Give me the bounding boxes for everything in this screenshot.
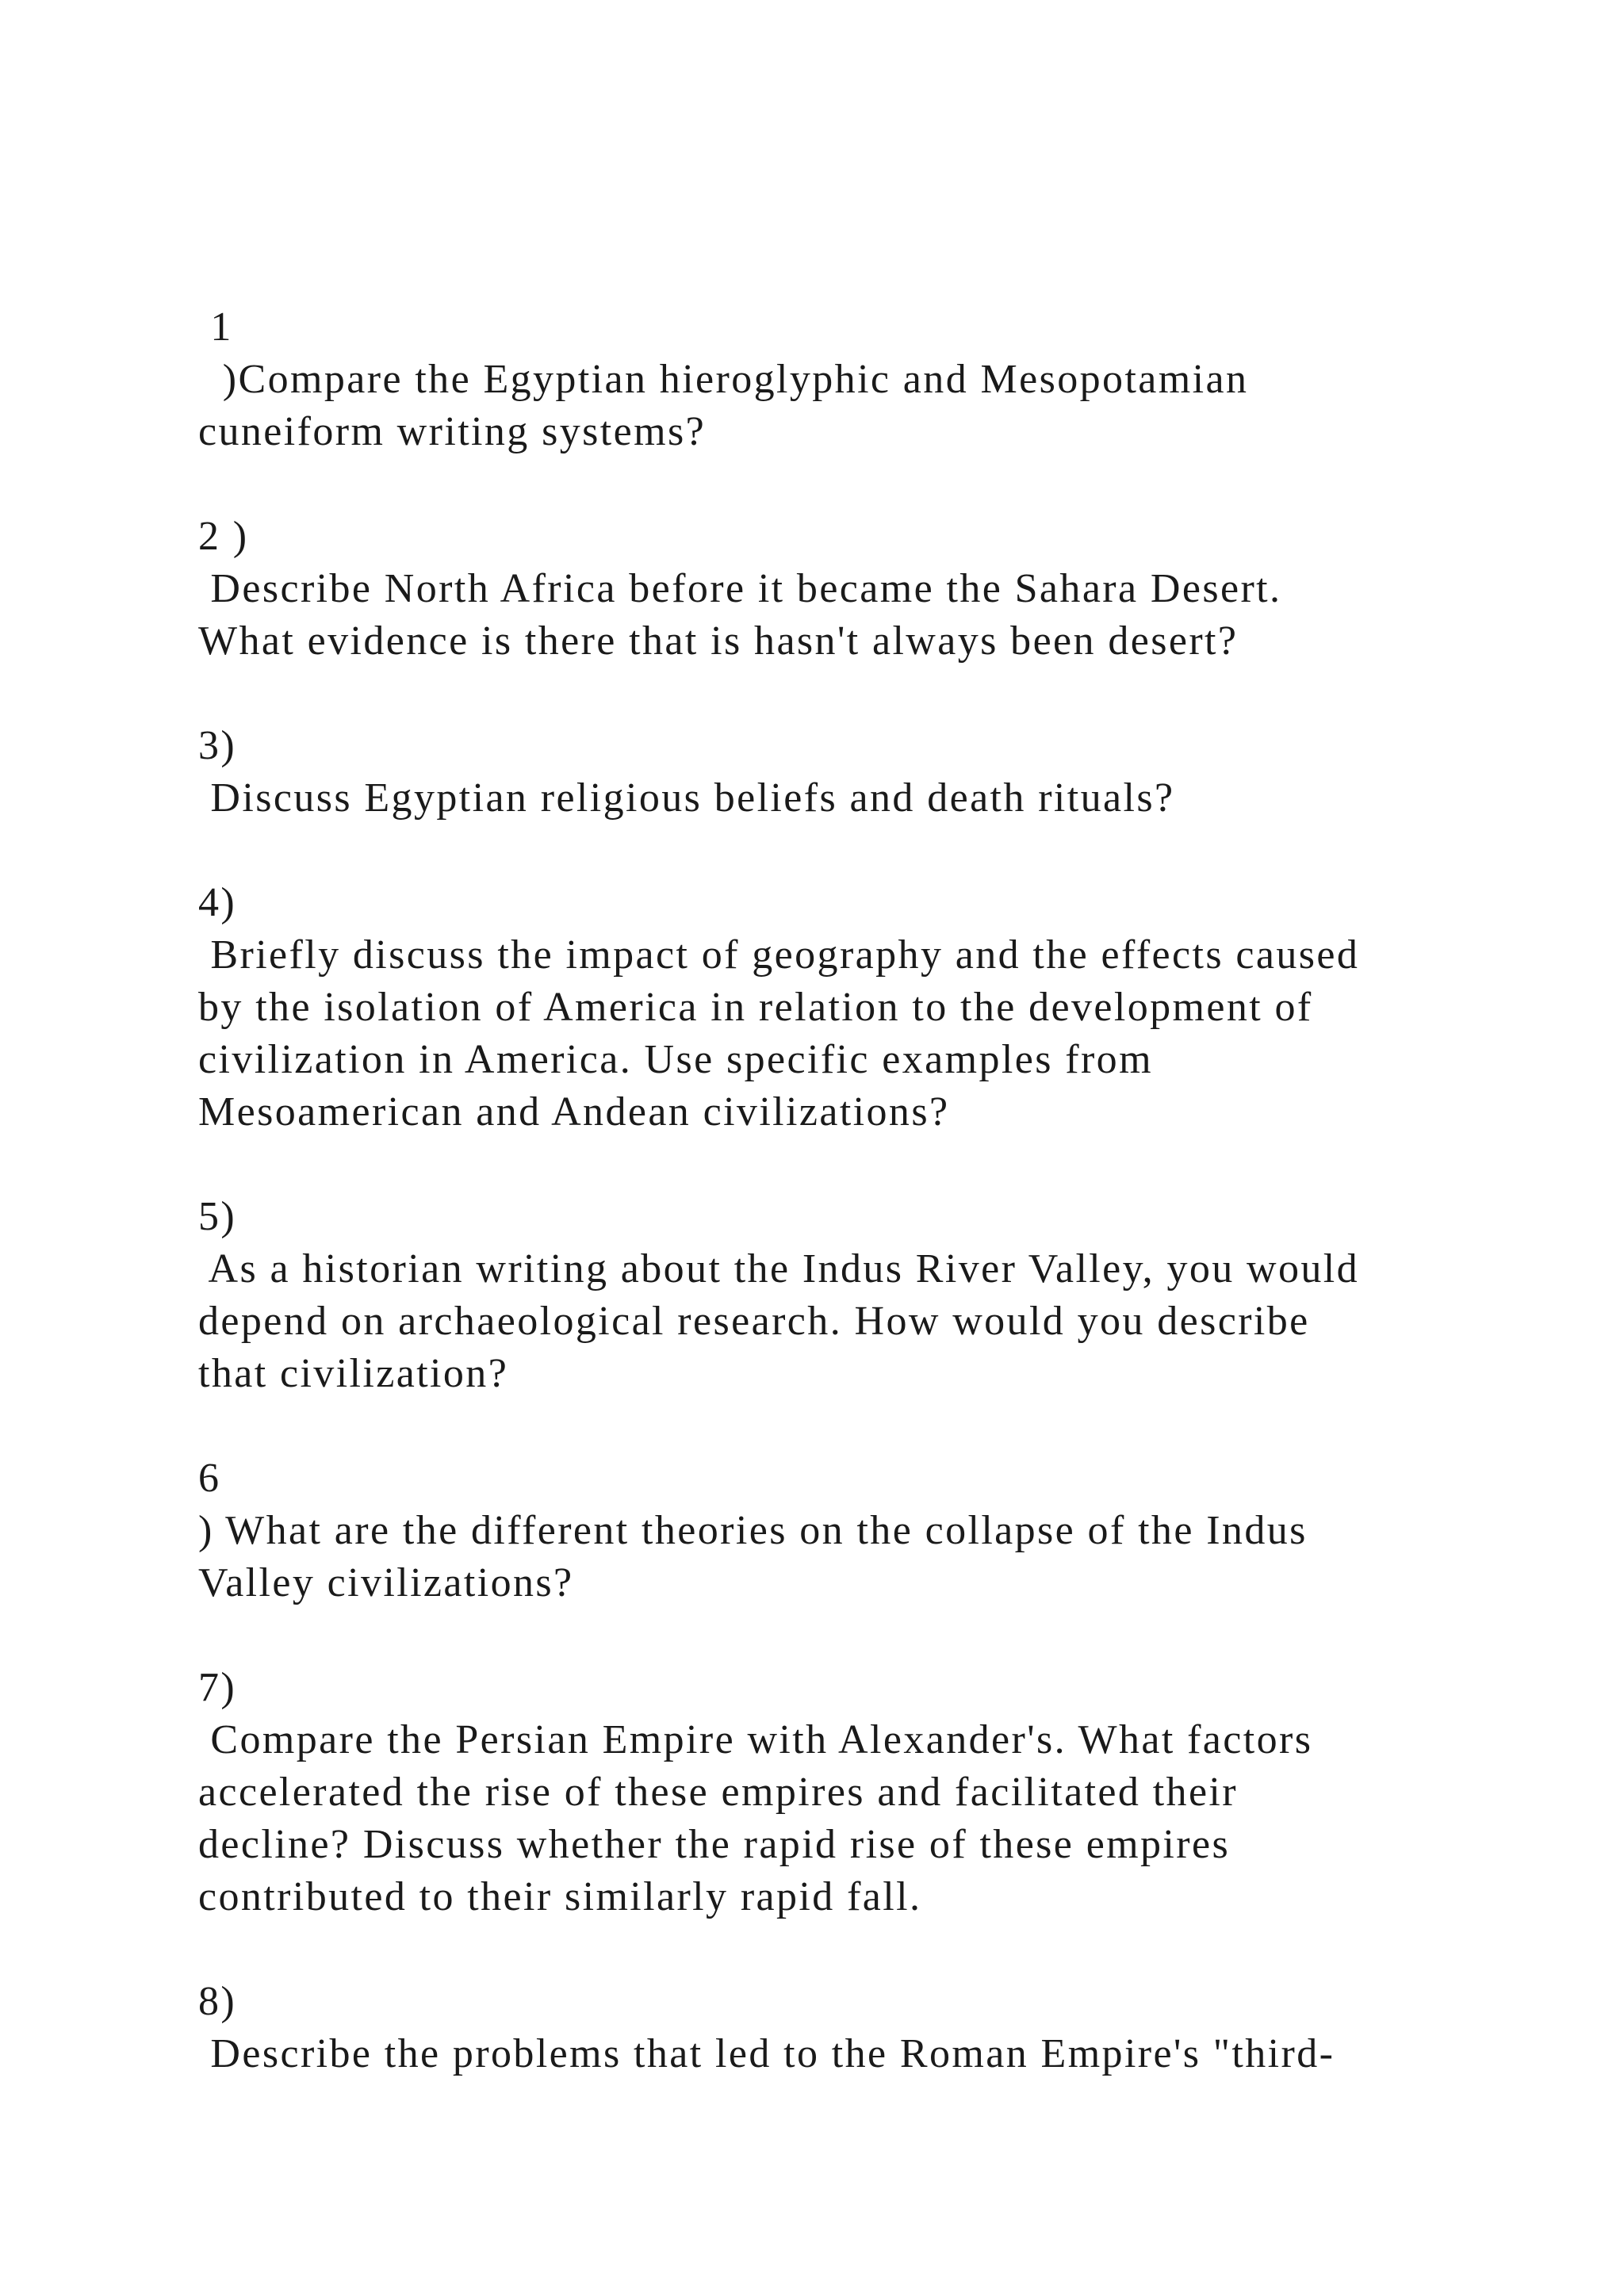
question-text-line: decline? Discuss whether the rapid rise of these empires (198, 1822, 1231, 1867)
question-text-line: accelerated the rise of these empires and facilitated their (198, 1770, 1238, 1815)
question-text-line: Describe North Africa before it became the Sahara Desert. (198, 566, 1282, 611)
blank-line (198, 458, 1507, 511)
blank-line (198, 825, 1507, 877)
question-8 (198, 1976, 1507, 2080)
question-text-line: cuneiform writing systems? (198, 409, 707, 454)
question-3 (198, 720, 1507, 825)
blank-line (198, 1923, 1507, 1976)
question-number: 6 (198, 1456, 221, 1501)
question-list (198, 301, 1507, 2080)
question-text-line: contributed to their similarly rapid fall. (198, 1874, 922, 1919)
question-number: 5) (198, 1194, 237, 1239)
question-text-line: civilization in America. Use specific examples from (198, 1037, 1153, 1082)
question-text-line: As a historian writing about the Indus River Valley, you would (198, 1246, 1360, 1292)
question-5 (198, 1191, 1507, 1400)
question-text-line: Discuss Egyptian religious beliefs and death rituals? (198, 775, 1175, 821)
question-number: 1 (198, 304, 233, 350)
question-text-line: Valley civilizations? (198, 1560, 574, 1605)
blank-line (198, 668, 1507, 720)
question-6 (198, 1452, 1507, 1609)
question-number: 2 ) (198, 514, 249, 559)
question-text-line: ) What are the different theories on the collapse of the Indus (198, 1508, 1308, 1553)
question-number: 8) (198, 1979, 237, 2024)
blank-line (198, 1400, 1507, 1452)
question-2 (198, 511, 1507, 668)
question-number: 7) (198, 1665, 237, 1710)
blank-line (198, 1138, 1507, 1191)
question-1 (198, 301, 1507, 458)
question-text-line: Briefly discuss the impact of geography and the effects caused (198, 932, 1360, 978)
question-text-line: depend on archaeological research. How would you describe (198, 1299, 1310, 1344)
blank-line (198, 1609, 1507, 1662)
question-text-line: that civilization? (198, 1351, 509, 1396)
question-text-line: by the isolation of America in relation to the development of (198, 985, 1313, 1030)
question-7 (198, 1662, 1507, 1923)
question-text-line: Compare the Persian Empire with Alexander's. What factors (198, 1717, 1313, 1762)
question-text-line: Mesoamerican and Andean civilizations? (198, 1089, 950, 1135)
question-text-line: Describe the problems that led to the Roman Empire's "third- (198, 2031, 1335, 2076)
question-text-line: )Compare the Egyptian hieroglyphic and Mesopotamian (198, 357, 1249, 402)
question-number: 4) (198, 880, 237, 925)
question-text-line: What evidence is there that is hasn't always been desert? (198, 618, 1239, 664)
question-number: 3) (198, 723, 237, 768)
question-4 (198, 877, 1507, 1138)
